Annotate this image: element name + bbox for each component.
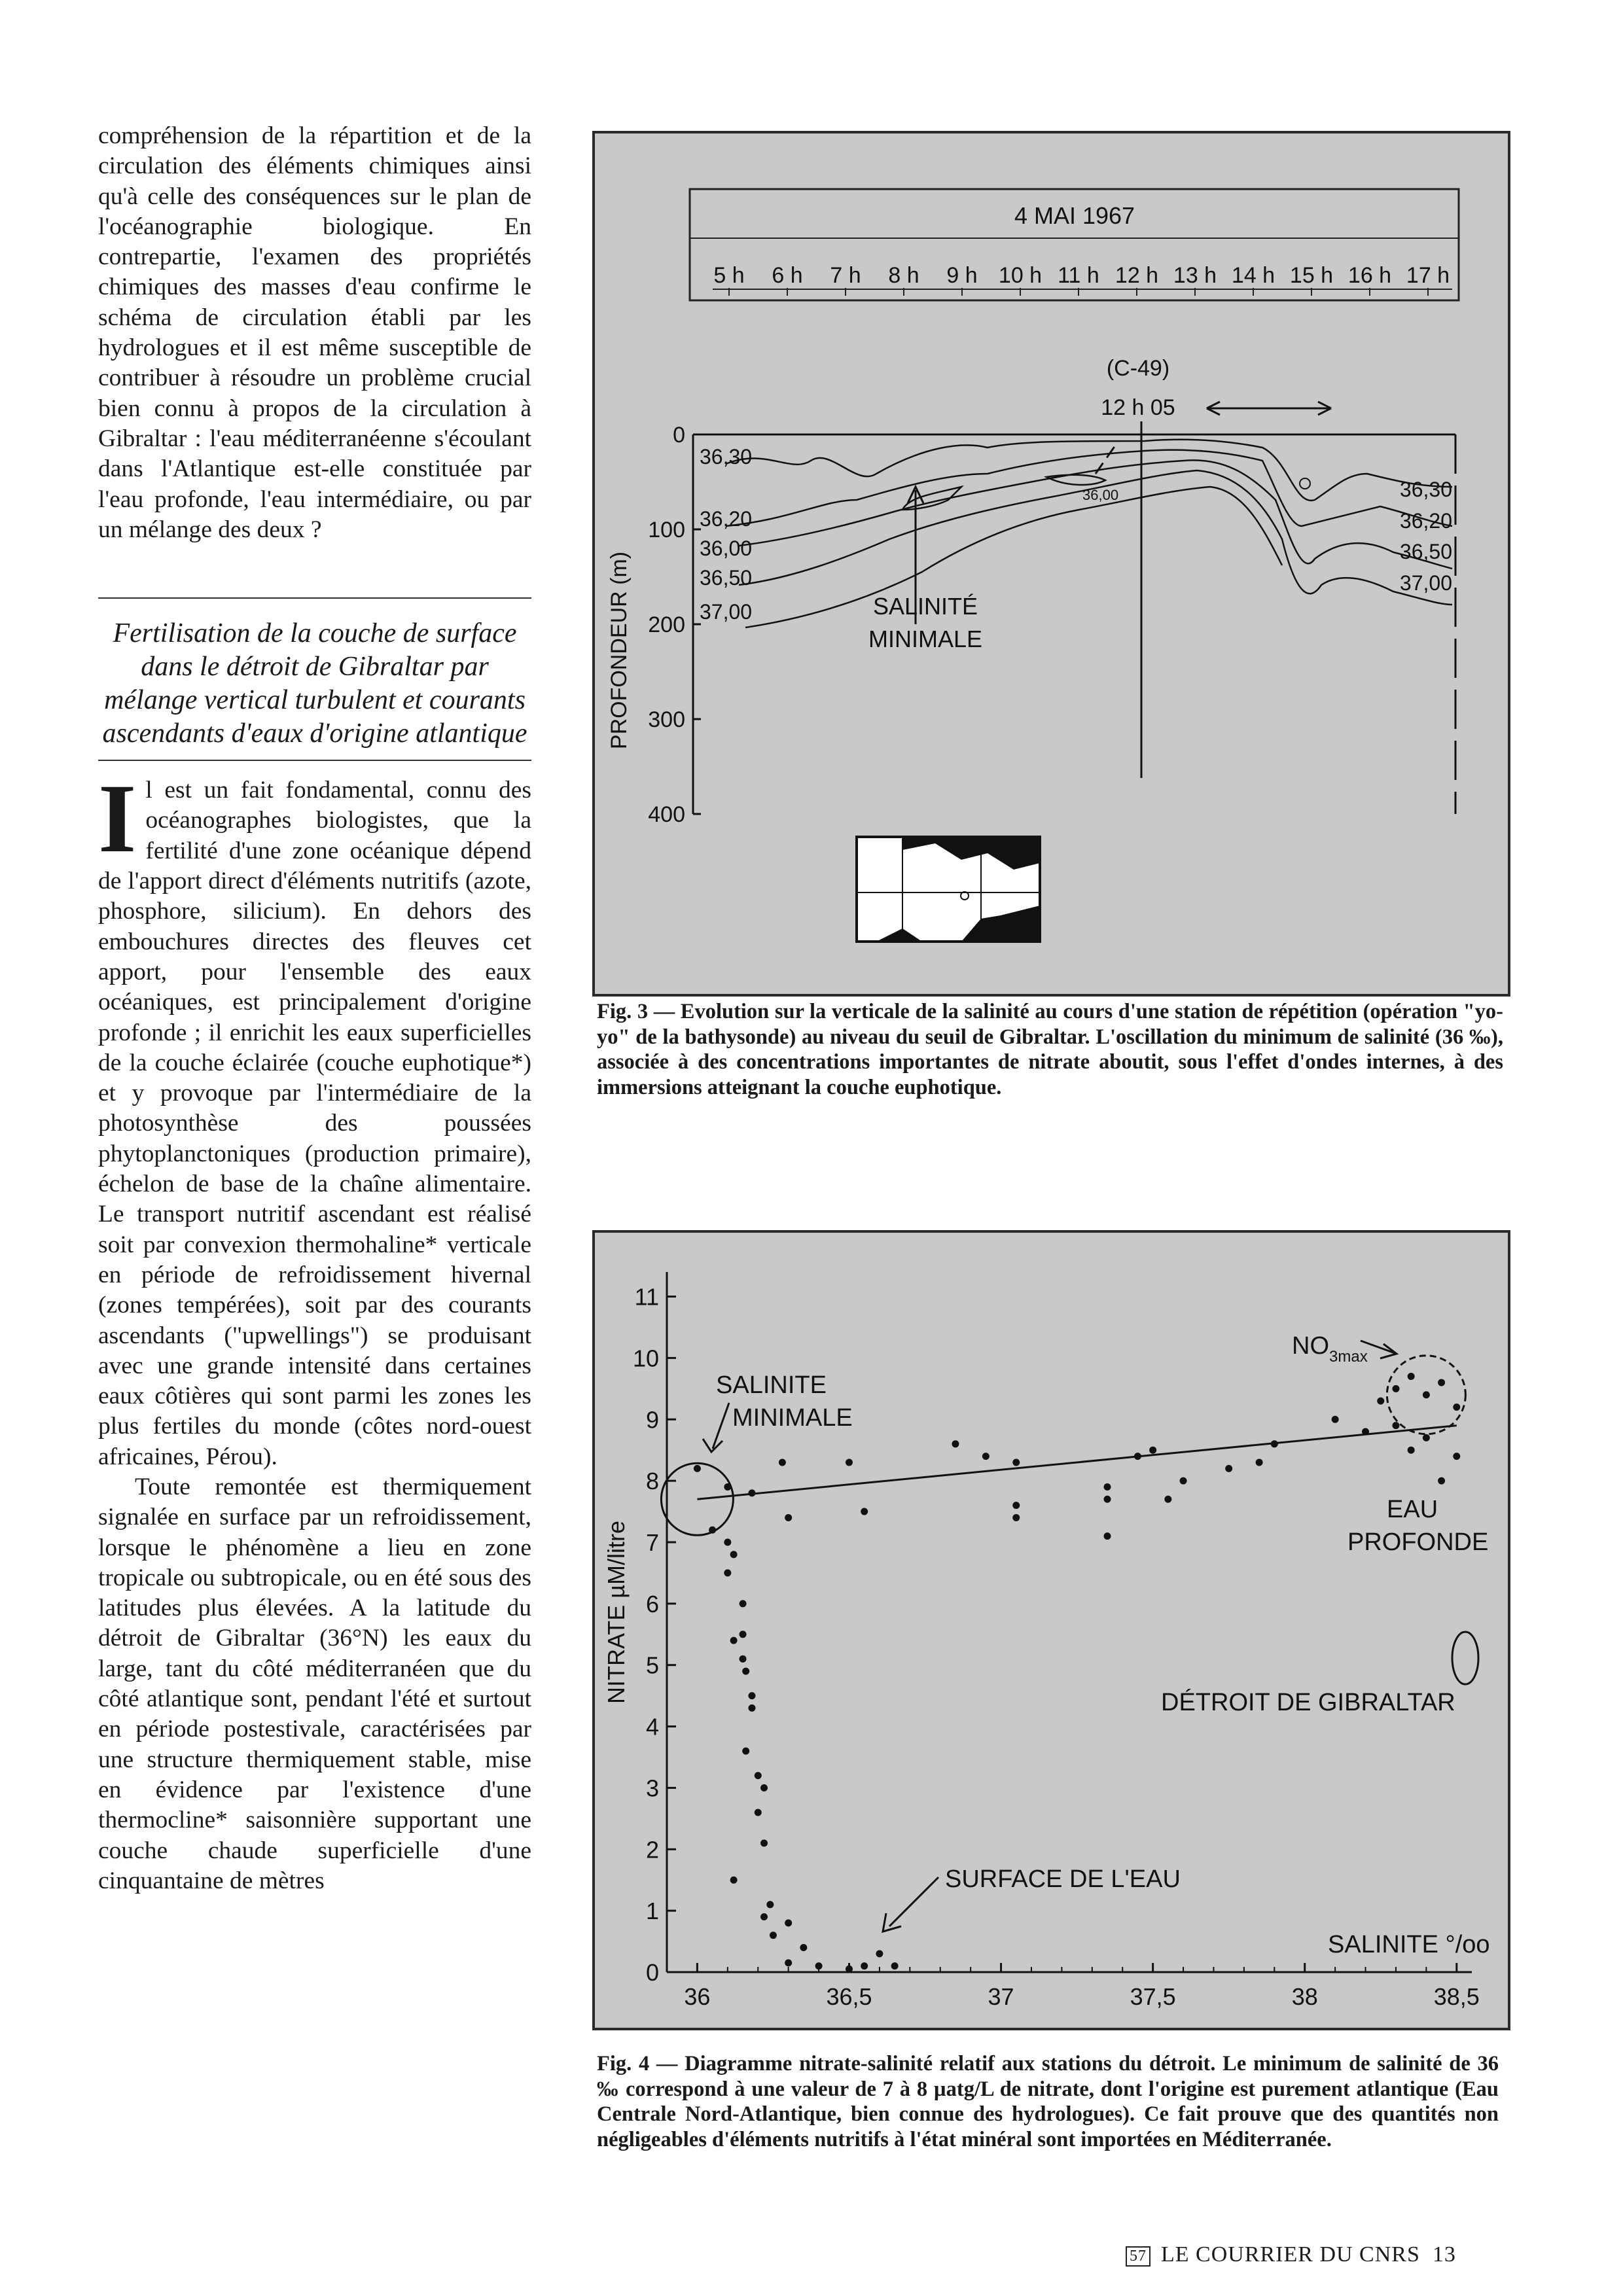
fig4-ytick-label: 7 — [645, 1528, 659, 1556]
fig3-left-label: 36,30 — [700, 445, 753, 468]
fig4-ytick-label: 11 — [634, 1283, 659, 1311]
fig4-data-point — [1012, 1514, 1020, 1521]
fig3-hour-label: 5 h — [713, 263, 745, 288]
page-footer — [1126, 2242, 1518, 2267]
fig4-data-point — [861, 1508, 868, 1515]
fig4-surface-label: SURFACE DE L'EAU — [945, 1865, 1181, 1893]
fig4-data-point — [1256, 1458, 1263, 1466]
fig4-data-point — [846, 1458, 853, 1466]
journal-name: LE COURRIER DU CNRS — [1161, 2242, 1420, 2267]
fig4-data-point — [742, 1748, 749, 1755]
paragraph-intro: compréhension de la répartition et de la circulation des éléments chimiques ainsi qu'à celle des conséquences sur le plan de l'océanographie biologique. En contrepartie, l'examen des propriétés chimiques des masses d'eau confirme le schéma de circulation établi par les hydrologues et il est même susceptible de contribuer à résoudre un problème crucial bien connu à propos de la circulation à Gibraltar : l'eau méditerranéenne s'écoulant dans l'Atlantique est-elle constituée par l'eau profonde, l'eau intermédiaire, ou par un mélange des deux ? — [98, 122, 531, 543]
fig3-hours — [713, 263, 1450, 296]
fig4-data-point — [785, 1919, 792, 1926]
fig4-data-point — [770, 1932, 777, 1939]
fig4-no3: NO — [1292, 1332, 1329, 1360]
fig3-left-label: 36,00 — [700, 537, 753, 560]
fig3-annotation-line2: MINIMALE — [868, 626, 983, 652]
fig3-hour-label: 13 h — [1173, 263, 1217, 288]
fig4-xticks — [684, 1963, 1479, 2010]
drop-cap: I — [98, 764, 137, 874]
fig3-hour-label: 9 h — [946, 263, 978, 288]
fig4-xlabel: SALINITE °/oo — [1328, 1931, 1490, 1958]
fig4-xtick-label: 38,5 — [1433, 1983, 1480, 2010]
fig4-data-point — [1438, 1379, 1445, 1386]
fig4-deep-ellipse — [1452, 1632, 1478, 1684]
figure-3-salinity-profile — [592, 131, 1510, 997]
fig4-strait-label: DÉTROIT DE GIBRALTAR — [1161, 1689, 1455, 1716]
fig4-ytick-label: 2 — [645, 1836, 659, 1863]
paragraph-fertility: l est un fait fondamental, connu des océanographes biologistes, que la fertilité d'une zone océanique dépend de l'apport direct d'éléments nutritifs (azote, phosphore, silicium). En dehors des embouchures directes des fleuves cet apport, pour l'ensemble des eaux océaniques, est principalement d'origine profonde ; il enrichit les eaux superficielles de la couche éclairée (couche euphotique*) et y provoque par l'intermédiaire de la photosynthèse des poussées phytoplanctoniques (production primaire), échelon de base de la chaîne alimentaire. Le transport nutritif ascendant est réalisé soit par convexion thermohaline* verticale en période de refroidissement hivernal (zones tempérées), soit par des courants ascendants ("upwellings") se produisant avec une grande intensité dans certaines eaux côtières qui sont parmi les zones les plus fertiles du monde (côtes nord-ouest africaines, Pérou). — [98, 777, 531, 1470]
fig4-ytick-label: 9 — [645, 1406, 659, 1434]
fig3-annotation-line1: SALINITÉ — [872, 593, 978, 620]
fig4-data-point — [760, 1839, 768, 1846]
fig4-data-point — [1377, 1398, 1384, 1405]
fig4-ytick-label: 0 — [645, 1959, 659, 1986]
fig3-left-label: 36,50 — [700, 566, 753, 590]
fig3-hour-label: 8 h — [888, 263, 919, 288]
fig4-data-point — [982, 1453, 990, 1460]
fig4-data-point — [724, 1569, 731, 1576]
fig4-data-point — [1438, 1477, 1445, 1485]
fig3-left-labels — [700, 445, 752, 624]
fig4-data-point — [1423, 1434, 1430, 1441]
paragraph-upwelling: Toute remontée est thermiquement signalée en surface par un refroidissement, lorsque le phénomène a lieu en zone tropicale ou subtropicale, ou en été sous des latitudes plus élevées. A la latitude du détroit de Gibraltar (36°N) les eaux du large, tant du côté méditerranéen que du côté atlantique sont, pendant l'été et surtout en période postestivale, caractérisées par une structure thermiquement stable, mise en évidence par l'existence d'une thermocline* saisonnière supportant une couche chaude superficielle d'une cinquantaine de mètres — [98, 1473, 531, 1894]
fig3-right-label: 36,30 — [1399, 478, 1452, 501]
fig4-ytick-label: 3 — [645, 1775, 659, 1802]
page-number: 13 — [1432, 2242, 1456, 2267]
fig3-right-labels — [1400, 478, 1452, 595]
section-divider — [98, 597, 531, 599]
fig3-date: 4 MAI 1967 — [1014, 202, 1135, 229]
fig4-data-point — [1164, 1496, 1171, 1503]
fig4-xtick-label: 38 — [1291, 1983, 1318, 2010]
fig4-data-point — [1408, 1373, 1415, 1380]
fig3-ytick-label: 100 — [648, 518, 685, 542]
fig4-data-point — [755, 1772, 762, 1779]
fig4-min-circle — [661, 1463, 733, 1535]
fig4-data-point — [1423, 1391, 1430, 1398]
fig4-data-point — [1012, 1502, 1020, 1509]
fig3-station-time: 12 h 05 — [1101, 395, 1175, 420]
fig4-data-point — [1180, 1477, 1187, 1485]
fig4-data-point — [779, 1458, 786, 1466]
fig4-data-point — [815, 1962, 823, 1969]
fig3-right-label: 37,00 — [1399, 571, 1452, 595]
fig4-data-point — [1225, 1465, 1232, 1472]
fig4-no3-sub: 3max — [1329, 1348, 1368, 1366]
fig4-data-point — [730, 1551, 738, 1558]
fig3-left-label: 37,00 — [700, 600, 753, 624]
fig4-no3-label — [1292, 1332, 1368, 1366]
fig4-ylabel: NITRATE µM/litre — [603, 1520, 630, 1704]
fig4-data-point — [1453, 1453, 1460, 1460]
fig3-right-label: 36,20 — [1399, 509, 1452, 533]
fig3-hour-label: 16 h — [1347, 263, 1392, 288]
fig4-ytick-label: 8 — [645, 1468, 659, 1495]
fig4-data-point — [876, 1950, 883, 1957]
fig4-xtick-label: 37,5 — [1130, 1983, 1176, 2010]
fig4-data-point — [952, 1440, 959, 1447]
fig3-ytick-label: 400 — [648, 802, 685, 827]
fig4-data-point — [724, 1538, 731, 1545]
fig3-ylabel: PROFONDEUR (m) — [607, 551, 632, 750]
fig3-ytick-label: 300 — [648, 707, 685, 732]
fig3-hour-label: 6 h — [772, 263, 803, 288]
fig4-data-point — [742, 1668, 749, 1675]
fig3-hour-label: 11 h — [1058, 263, 1099, 288]
fig4-data-point — [785, 1959, 792, 1966]
fig4-ytick-label: 1 — [645, 1898, 659, 1925]
fig3-hour-label: 10 h — [998, 263, 1043, 288]
fig3-right-label: 36,50 — [1399, 540, 1452, 563]
fig4-data-point — [1332, 1416, 1339, 1423]
fig4-salmin-line2: MINIMALE — [732, 1404, 853, 1432]
fig3-caption: Fig. 3 — Evolution sur la verticale de la salinité au cours d'une station de répétition (opération "yo-yo" de la bathysonde) au niveau du seuil de Gibraltar. L'oscillation du minimum de salinité (36 ‰), associée à des concentrations importantes de nitrate aboutit, sous l'effet d'ondes internes, à des immersions atteignant la couche euphotique. — [597, 1000, 1503, 1099]
fig4-data-point — [1453, 1404, 1460, 1411]
fig4-data-point — [740, 1600, 747, 1607]
fig3-ytick-label: 200 — [648, 612, 685, 637]
fig3-station: (C-49) — [1106, 356, 1170, 381]
fig4-deep-line2: PROFONDE — [1347, 1528, 1489, 1556]
fig3-svg — [595, 133, 1508, 994]
fig4-ytick-label: 5 — [645, 1651, 659, 1679]
fig4-deep-line1: EAU — [1387, 1496, 1438, 1523]
fig4-xtick-label: 36 — [684, 1983, 711, 2010]
fig3-hour-label: 7 h — [830, 263, 861, 288]
fig4-data-point — [730, 1877, 738, 1884]
fig4-trend-line — [697, 1426, 1456, 1500]
fig3-mid-label: 36,00 — [1082, 487, 1119, 503]
fig4-data-point — [1149, 1447, 1156, 1454]
fig4-data-point — [760, 1913, 768, 1920]
fig3-hour-label: 17 h — [1406, 263, 1450, 288]
fig4-data-point — [730, 1637, 738, 1644]
fig4-data-point — [846, 1966, 853, 1973]
journal-logo: 57 — [1126, 2246, 1150, 2267]
section-heading: Fertilisation de la couche de surface dans le détroit de Gibraltar par mélange vertical turbulent et courants ascendants d'eaux d'origine atlantique — [102, 618, 527, 749]
fig4-data-point — [1104, 1483, 1111, 1491]
fig3-hour-label: 14 h — [1231, 263, 1275, 288]
fig3-hour-label: 15 h — [1289, 263, 1334, 288]
fig4-chart — [595, 1233, 1508, 2028]
fig4-caption: Fig. 4 — Diagramme nitrate-salinité relatif aux stations du détroit. Le minimum de salinité de 36 ‰ correspond à une valeur de 7 à 8 µatg/L de nitrate, dont l'origine est purement atlantique (Eau Centrale Nord-Atlantique, bien connue des hydrologues). Ce fait prouve que des quantités non négligeables d'éléments nutritifs à l'état minéral sont importées en Méditerranée. — [597, 2052, 1499, 2151]
fig4-data-point — [748, 1704, 755, 1712]
fig4-xtick-label: 37 — [988, 1983, 1014, 2010]
fig4-data-point — [785, 1514, 792, 1521]
fig4-data-point — [740, 1631, 747, 1638]
fig4-salmin-line1: SALINITE — [716, 1371, 827, 1399]
fig4-data-point — [1012, 1458, 1020, 1466]
fig4-ytick-label: 4 — [645, 1713, 659, 1740]
fig4-yticks — [633, 1284, 676, 1986]
fig3-left-label: 36,20 — [700, 507, 753, 531]
fig4-data-point — [766, 1901, 774, 1908]
fig4-data-point — [1408, 1447, 1415, 1454]
heading-rule — [98, 760, 531, 761]
fig4-ytick-label: 10 — [632, 1345, 659, 1372]
fig3-ytick-label: 0 — [673, 423, 685, 448]
fig4-data-point — [755, 1809, 762, 1816]
fig4-ytick-label: 6 — [645, 1590, 659, 1617]
left-column — [98, 121, 531, 1896]
fig3-map-inset — [857, 837, 1040, 942]
fig4-data-point — [748, 1692, 755, 1699]
fig4-data-point — [1392, 1385, 1399, 1392]
fig3-isohalines — [726, 440, 1452, 627]
fig4-data-point — [1392, 1422, 1399, 1429]
fig3-hour-label: 12 h — [1115, 263, 1159, 288]
fig4-data-point — [891, 1962, 899, 1969]
fig4-data-point — [861, 1962, 868, 1969]
fig4-data-point — [800, 1944, 807, 1951]
figure-4-nitrate-salinity — [592, 1230, 1510, 2030]
fig4-data-point — [1104, 1496, 1111, 1503]
fig4-data-point — [694, 1465, 701, 1472]
fig4-xtick-label: 36,5 — [826, 1983, 872, 2010]
fig4-data-point — [740, 1655, 747, 1663]
fig4-data-point — [1104, 1532, 1111, 1540]
fig4-data-point — [760, 1784, 768, 1792]
